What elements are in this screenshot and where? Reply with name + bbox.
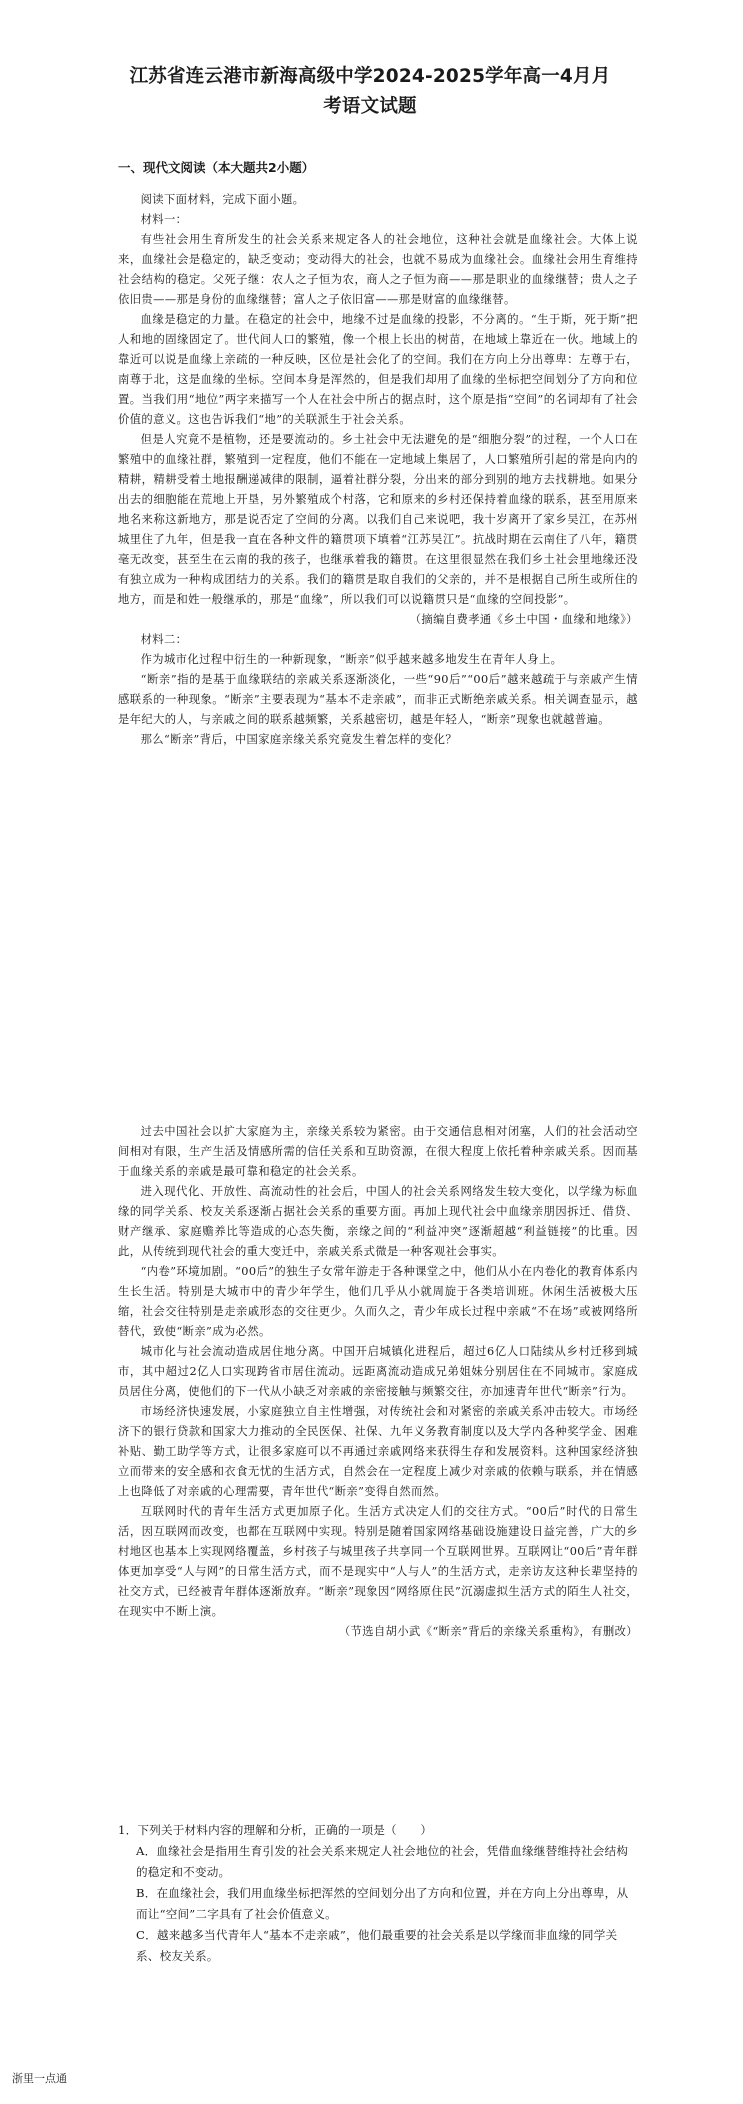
material-two-paragraph: 作为城市化过程中衍生的一种新现象，“断亲”似乎越来越多地发生在青年人身上。 <box>140 653 563 666</box>
material-two-paragraph: 进入现代化、开放性、高流动性的社会后，中国人的社会关系网络发生较大变化，以学缘为标血缘的同学关系、校友关系逐渐占据社会关系的重要方面。再加上现代社会中血缘亲朋因拆迁、借贷、财产继承、家庭赡养比等造成的心态失衡，亲缘之间的“利益冲突”逐渐超越“利益链接”的比重。因此，从传统到现代社会的重大变迁中，亲戚关系式微是一种客观社会事实。 <box>118 1185 638 1258</box>
title-line-2: 考语文试题 <box>323 96 417 117</box>
material-two-paragraph: “断亲”指的是基于血缘联结的亲戚关系逐渐淡化，一些“90后”“00后”越来越疏于与亲戚产生情感联系的一种现象。“断亲”主要表现为“基本不走亲戚”，而非正式断绝亲戚关系。相关调查显示，越是年纪大的人，与亲戚之间的联系越频繁，关系越密切，越是年轻人，“断亲”现象也就越普遍。 <box>118 673 638 726</box>
section-heading: 一、现代文阅读（本大题共2小题） <box>118 160 315 175</box>
material-two-paragraph: 城市化与社会流动造成居住地分离。中国开启城镇化进程后，超过6亿人口陆续从乡村迁移到城市，其中超过2亿人口实现跨省市居住流动。远距离流动造成兄弟姐妹分别居住在不同城市。家庭成员居住分离，使他们的下一代从小缺乏对亲戚的亲密接触与频繁交往，亦加速青年世代“断亲”行为。 <box>118 1345 638 1398</box>
material-one <box>118 190 638 750</box>
material-two-paragraph: 过去中国社会以扩大家庭为主，亲缘关系较为紧密。由于交通信息相对闭塞，人们的社会活动空间相对有限，生产生活及情感所需的信任关系和互助资源，在很大程度上依托着种亲戚关系。因而基于血缘关系的亲戚是最可靠和稳定的社会关系。 <box>118 1125 638 1178</box>
material-one-label: 材料一： <box>140 213 188 226</box>
question-1 <box>118 1820 638 1967</box>
material-one-paragraph: 但是人究竟不是植物，还是要流动的。乡土社会中无法避免的是“细胞分裂”的过程，一个人口在繁殖中的血缘社群，繁殖到一定程度，他们不能在一定地域上集居了，人口繁殖所引起的常是向内的精耕，精耕受着土地报酬递减律的限制，逼着社群分裂，分出来的部分到别的地方去找耕地。如果分出去的细胞能在荒地上开垦，另外繁殖成个村落，它和原来的乡村还保持着血缘的联系，甚至用原来地名来称这新地方，那是说否定了空间的分离。以我们自己来说吧，我十岁离开了家乡吴江，在苏州城里住了九年，但是我一直在各种文件的籍贯项下填着“江苏吴江”。抗战时期在云南住了八年，籍贯毫无改变，甚至生在云南的我的孩子，也继承着我的籍贯。在这里很显然在我们乡土社会里地缘还没有独立成为一种构成团结力的关系。我们的籍贯是取自我们的父亲的，并不是根据自己所生或所住的地方，而是和姓一般继承的，那是“血缘”，所以我们可以说籍贯只是“血缘的空间投影”。 <box>118 433 638 606</box>
material-two-label: 材料二： <box>140 633 188 646</box>
material-two-paragraph: 互联网时代的青年生活方式更加原子化。生活方式决定人们的交往方式。“00后”时代的日常生活，因互联网而改变，也都在互联网中实现。特别是随着国家网络基础设施建设日益完善，广大的乡村地区也基本上实现网络覆盖，乡村孩子与城里孩子共享同一个互联网世界。互联网让“00后”青年群体更加享受“人与网”的日常生活方式，而不是现实中“人与人”的生活方式，走亲访友这种长辈坚持的社交方式，已经被青年群体逐渐放弃。“断亲”现象因“网络原住民”沉溺虚拟生活方式的陌生人社交，在现实中不断上演。 <box>118 1505 638 1618</box>
material-one-paragraph: 血缘是稳定的力量。在稳定的社会中，地缘不过是血缘的投影，不分离的。“生于斯，死于斯”把人和地的固缘固定了。世代间人口的繁殖，像一个根上长出的树苗，在地域上靠近在一伙。地域上的靠近可以说是血缘上亲疏的一种反映，区位是社会化了的空间。我们在方向上分出尊卑：左尊于右，南尊于北，这是血缘的坐标。空间本身是浑然的，但是我们却用了血缘的坐标把空间划分了方向和位置。当我们用“地位”两字来描写一个人在社会中所占的据点时，这个原是指“空间”的名词却有了社会价值的意义。这也告诉我们“地”的关联派生于社会关系。 <box>118 313 638 426</box>
question-option-c[interactable]: C．越来越多当代青年人“基本不走亲戚”，他们最重要的社会关系是以学缘而非血缘的同学关系、校友关系。 <box>136 1928 618 1963</box>
material-two-paragraph: “内卷”环境加剧。“00后”的独生子女常年游走于各种课堂之中，他们从小在内卷化的教育体系内生长生活。特别是大城市中的青少年学生，他们几乎从小就周旋于各类培训班。休闲生活被极大压缩，社会交往特别是走亲戚形态的交往更少。久而久之，青少年成长过程中亲戚“不在场”或被网络所替代，致使“断亲”成为必然。 <box>118 1265 638 1338</box>
material-two-paragraph: 那么“断亲”背后，中国家庭亲缘关系究竟发生着怎样的变化？ <box>140 733 458 746</box>
title-line-1: 江苏省连云港市新海高级中学2024-2025学年高一4月月 <box>129 66 611 87</box>
footer-watermark: 浙里一点通 <box>12 2072 67 2085</box>
question-stem: 1．下列关于材料内容的理解和分析，正确的一项是（ ） <box>118 1823 433 1837</box>
intro-text: 阅读下面材料，完成下面小题。 <box>140 193 305 206</box>
material-two-paragraph: 市场经济快速发展，小家庭独立自主性增强，对传统社会和对紧密的亲戚关系冲击较大。市场经济下的银行贷款和国家大力推动的全民医保、社保、九年义务教育制度以及大学内各种奖学金、困难补贴、勤工助学等方式，让很多家庭可以不再通过亲戚网络来获得生存和发展资料。这种国家经济独立而带来的安全感和衣食无忧的生活方式，自然会在一定程度上减少对亲戚的依赖与联系，并在情感上也降低了对亲戚的心理需要，青年世代“断亲”变得自然而然。 <box>118 1405 638 1498</box>
page-title <box>110 62 630 122</box>
material-two-source: （节选自胡小武《“断亲”背后的亲缘关系重构》，有删改） <box>338 1625 638 1638</box>
material-one-paragraph: 有些社会用生育所发生的社会关系来规定各人的社会地位，这种社会就是血缘社会。大体上说来，血缘社会是稳定的，缺乏变动；变动得大的社会，也就不易成为血缘社会。血缘社会用生育维持社会结构的稳定。父死子继：农人之子恒为农，商人之子恒为商——那是职业的血缘继替；贵人之子依旧贵——那是身份的血缘继替；富人之子依旧富——那是财富的血缘继替。 <box>118 233 638 306</box>
question-option-a[interactable]: A．血缘社会是指用生育引发的社会关系来规定人社会地位的社会，凭借血缘继替维持社会结构的稳定和不变动。 <box>136 1844 629 1879</box>
question-option-b[interactable]: B．在血缘社会，我们用血缘坐标把浑然的空间划分出了方向和位置，并在方向上分出尊卑，从而让“空间”二字具有了社会价值意义。 <box>136 1886 629 1921</box>
material-two-continued <box>118 1122 638 1642</box>
material-one-source: （摘编自费孝通《乡土中国・血缘和地缘》） <box>409 613 638 626</box>
